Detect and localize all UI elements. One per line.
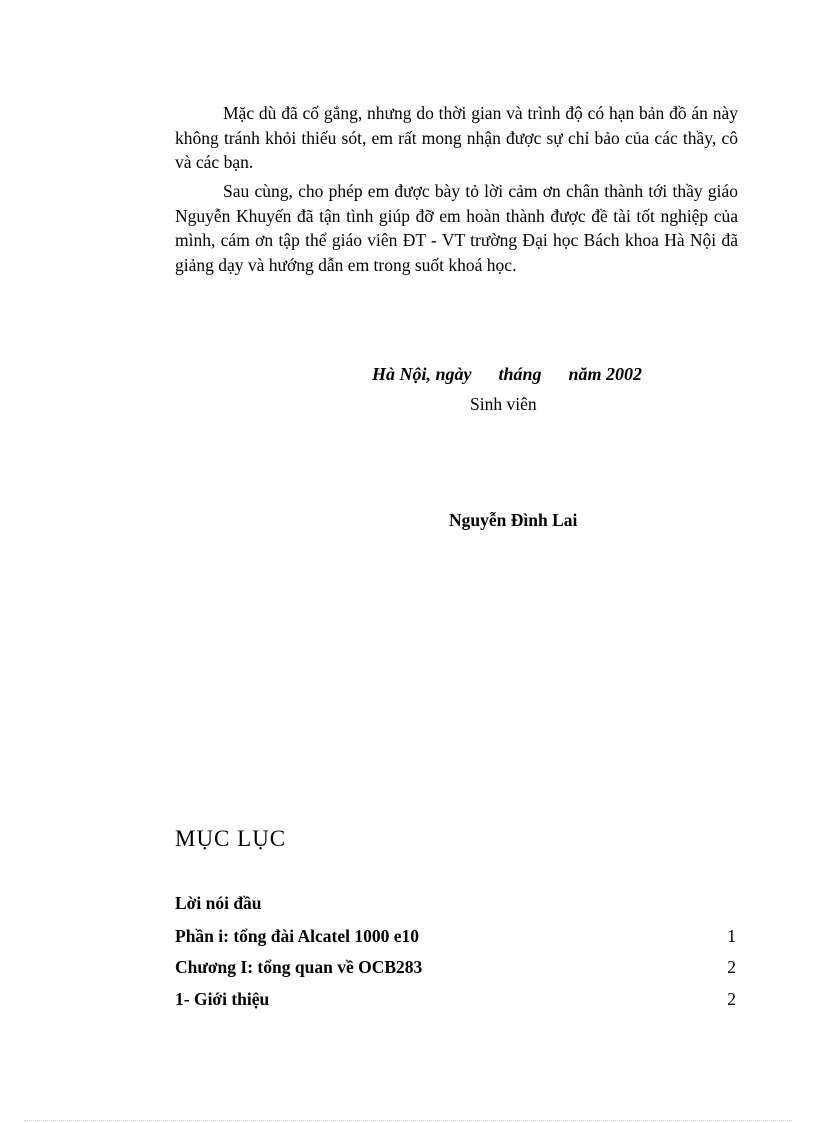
- signature-role: Sinh viên: [470, 394, 537, 414]
- toc-entry-label: Phần i: tổng đài Alcatel 1000 e10: [175, 926, 420, 946]
- toc-entry: [175, 989, 736, 1010]
- toc-entry-page: 2: [727, 989, 736, 1009]
- toc-entry: [175, 893, 736, 914]
- toc-entry: [175, 957, 736, 978]
- toc-title: MỤC LỤC: [175, 826, 287, 851]
- signature-date: Hà Nội, ngày tháng năm 2002: [372, 364, 643, 384]
- closing-paragraph-2: Sau cùng, cho phép em được bày tỏ lời cảm ơn chân thành tới thầy giáo Nguyễn Khuyến đã tận tình giúp đỡ em hoàn thành được đề tài tốt nghiệp của mình, cám ơn tập thể giáo viên ĐT - VT trường Đại học Bách khoa Hà Nội đã giảng dạy và hướng dẫn em trong suốt khoá học.: [175, 181, 738, 275]
- toc-entry-page: 2: [727, 957, 736, 977]
- toc-entry-label: 1- Giới thiệu: [175, 989, 270, 1009]
- toc-entry-label: Lời nói đầu: [175, 893, 262, 913]
- page-bottom-rule: [24, 1120, 792, 1121]
- toc-entry-label: Chương I: tổng quan về OCB283: [175, 957, 423, 977]
- signature-name: Nguyễn Đình Lai: [449, 510, 578, 530]
- closing-paragraph-1: Mặc dù đã cố gắng, nhưng do thời gian và trình độ có hạn bản đồ án này không tránh khỏi thiếu sót, em rất mong nhận được sự chỉ bảo của các thầy, cô và các bạn.: [175, 103, 738, 172]
- toc-entry: [175, 926, 736, 947]
- toc-entry-page: 1: [727, 926, 736, 946]
